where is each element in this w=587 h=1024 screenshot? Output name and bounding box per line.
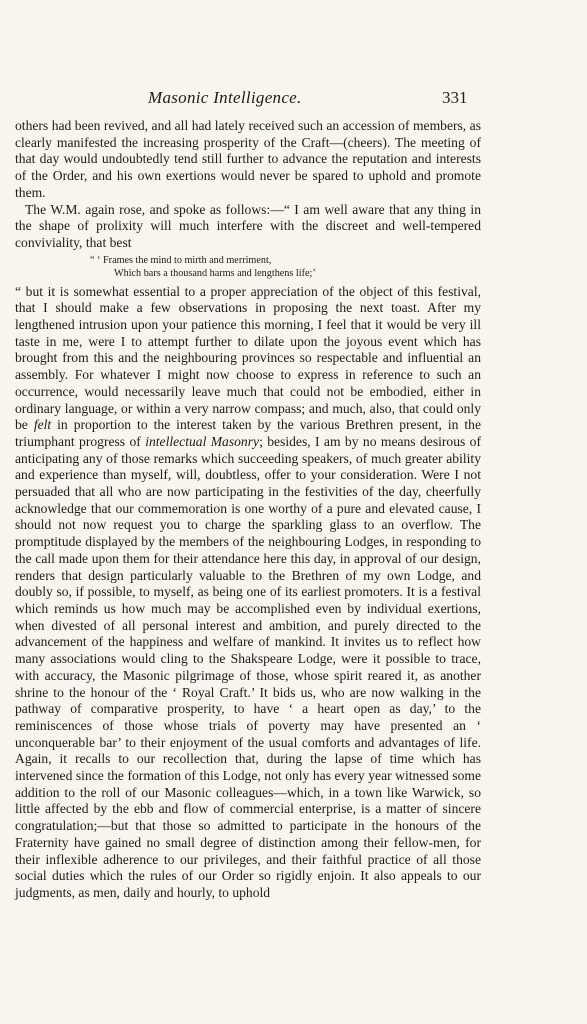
paragraph: The W.M. again rose, and spoke as follows:—“ I am well aware that any thing in the shape of prolixity will much interfere with the discreet and well-tempered conviviality, that best [15,201,481,250]
text-run: “ but it is somewhat essential to a proper appreciation of the object of this festival, that I should make a few observations in proposing the next toast. After my lengthened intrusion upon your patience this morning, I feel that it would be very ill taste in me, were I to attempt further to dilate upon the joyous event which has brought from this and the neighbouring provinces so respectable and influential an assembly. For whatever I might now choose to express in reference to such an occurrence, would necessarily leave much that could not be embodied, either in ordinary language, or within a very narrow compass; and much, also, that could only be [15,283,481,433]
body-text [15,118,481,902]
verse-quotation [15,254,481,280]
verse-line: Which bars a thousand harms and lengthens life;’ [114,267,316,279]
text-run: in proportion to the interest taken by the various Brethren present, in the triumphant progress of [15,417,481,449]
paragraph [15,284,481,902]
italic-text: intellectual Masonry [145,433,260,449]
verse-line: “ ‘ Frames the mind to mirth and merriment, [90,254,272,266]
running-title: Masonic Intelligence. [148,88,302,107]
italic-text: felt [33,417,52,433]
text-run: ; besides, I am by no means desirous of anticipating any of those remarks which succeeding speakers, of much greater ability and experience than myself, will, doubtless, offer to your consideration. Were I not persuaded that all who are now participating in the festivities of the day, cheerfully acknowledge that our commemoration is one worthy of a pure and elevated cause, I should not now request you to charge the sparkling glass to an overflow. The promptitude displayed by the members of the neighbouring Lodges, in responding to the call made upon them for their attendance here this day, in approval of our design, renders that design particularly valuable to the Brethren of my own Lodge, and doubly so, if possible, to myself, as being one of its earliest promoters. It is a festival which reminds us how much may be accomplished even by individual exertions, when divested of all personal interest and ambition, and purely directed to the advancement of the happiness and welfare of mankind. It invites us to reflect how many associations would cling to the Shakspeare Lodge, were it possible to trace, with accuracy, the Masonic pilgrimage of those, whose spirit reared it, as another shrine to the honour of the ‘ Royal Craft.’ It bids us, who are now walking in the pathway of comparative prosperity, to have ‘ a heart open as day,’ to the reminiscences of those whose trials of poverty may have presented an ‘ unconquerable bar’ to their enjoyment of the usual comforts and advantages of life. Again, it recalls to our recollection that, during the lapse of time which has intervened since the formation of this Lodge, not only has every year witnessed some addition to the roll of our Masonic colleagues—which, in a town like Warwick, so little affected by the ebb and flow of commercial enterprise, is a matter of sincere congratulation;—but that those so admitted to participate in the honours of the Fraternity have gained no small degree of distinction among their fellow-men, for their inflexible adherence to our privileges, and their faithful practice of all those social duties which the rules of our Order so rigidly enjoin. It also appeals to our judgments, as men, daily and hourly, to uphold [15,433,481,900]
page-header [0,88,587,110]
page-number: 331 [442,88,468,107]
paragraph: others had been revived, and all had lately received such an accession of members, as clearly manifested the increasing prosperity of the Craft—(cheers). The meeting of that day would undoubtedly tend still further to advance the reputation and interests of the Order, and his own exertions would never be spared to uphold and promote them. [15,118,481,200]
